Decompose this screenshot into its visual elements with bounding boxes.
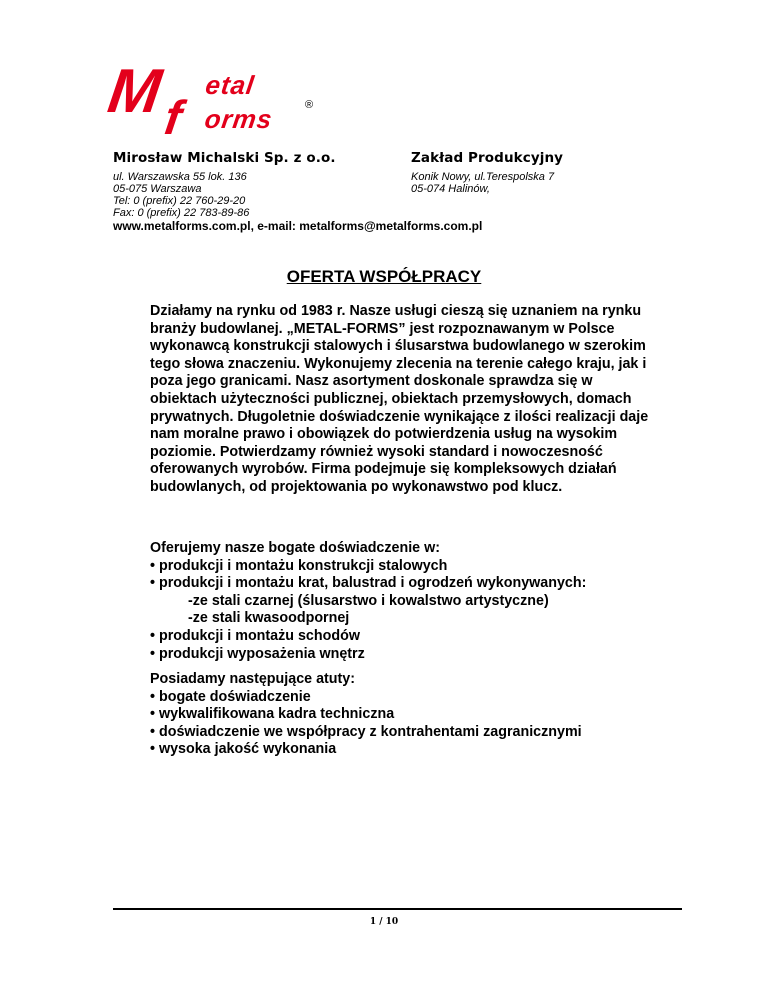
list-item: • produkcji i montażu schodów	[150, 627, 360, 644]
address-line: 05-074 Halinów,	[411, 183, 490, 195]
logo-letters-bottom: orms	[202, 104, 275, 134]
sub-list-item: -ze stali czarnej (ślusarstwo i kowalstwo artystyczne)	[188, 592, 549, 609]
list-item: • doświadczenie we współpracy z kontrahentami zagranicznymi	[150, 723, 582, 740]
company-name: Mirosław Michalski Sp. z o.o.	[113, 150, 336, 166]
list-item: • produkcji i montażu konstrukcji stalowych	[150, 557, 448, 574]
list-item: • produkcji wyposażenia wnętrz	[150, 645, 365, 662]
document-title: OFERTA WSPÓŁPRACY	[286, 267, 482, 286]
registered-mark: ®	[305, 99, 314, 111]
page-number: 1 / 10	[369, 917, 399, 927]
logo-big-m: M	[104, 57, 166, 126]
plant-address	[411, 171, 554, 195]
offer-heading: Oferujemy nasze bogate doświadczenie w:	[150, 540, 440, 556]
list-item: • wykwalifikowana kadra techniczna	[150, 706, 395, 723]
address-line: Konik Nowy, ul.Terespolska 7	[411, 171, 555, 183]
logo-letters-top: etal	[203, 70, 257, 100]
address-line: 05-075 Warszawa	[113, 183, 202, 195]
footer-divider	[113, 908, 682, 910]
assets-heading: Posiadamy następujące atuty:	[150, 671, 355, 687]
plant-name: Zakład Produkcyjny	[411, 150, 564, 166]
logo-big-f: f	[161, 91, 185, 145]
company-logo	[104, 57, 323, 145]
web-email-line: www.metalforms.com.pl, e-mail: metalforms@metalforms.com.pl	[113, 219, 483, 233]
phone-line: Tel: 0 (prefix) 22 760-29-20	[113, 195, 246, 207]
intro-paragraph: Działamy na rynku od 1983 r. Nasze usługi cieszą się uznaniem na rynku branży budowlanej. „METAL-FORMS” jest rozpoznawanym w Polsce wykonawcą konstrukcji stalowych i ślusarstwa budowlanego w szerokim tego słowa znaczeniu. Wykonujemy zlecenia na terenie całego kraju, jak i poza jego granicami. Nasz asortyment doskonale sprawdza się w obiektach użyteczności publicznej, obiektach przemysłowych, domach prywatnych. Długoletnie doświadczenie wynikające z ilości realizacji daje nam moralne prawo i obowiązek do potwierdzenia usług na wysokim poziomie. Potwierdzamy również wysoki standard i nowoczesność oferowanych wyrobów. Firma podejmuje się kompleksowych działań budowlanych, od projektowania po wykonawstwo pod klucz.	[150, 303, 649, 495]
address-line: ul. Warszawska 55 lok. 136	[113, 171, 247, 183]
list-item: • produkcji i montażu krat, balustrad i ogrodzeń wykonywanych:	[150, 575, 587, 592]
offer-section	[150, 540, 586, 663]
sub-list-item: -ze stali kwasoodpornej	[188, 610, 350, 627]
fax-line: Fax: 0 (prefix) 22 783-89-86	[113, 207, 250, 219]
assets-section	[150, 671, 582, 759]
office-address	[113, 171, 249, 219]
list-item: • bogate doświadczenie	[150, 688, 311, 705]
list-item: • wysoka jakość wykonania	[150, 741, 337, 758]
